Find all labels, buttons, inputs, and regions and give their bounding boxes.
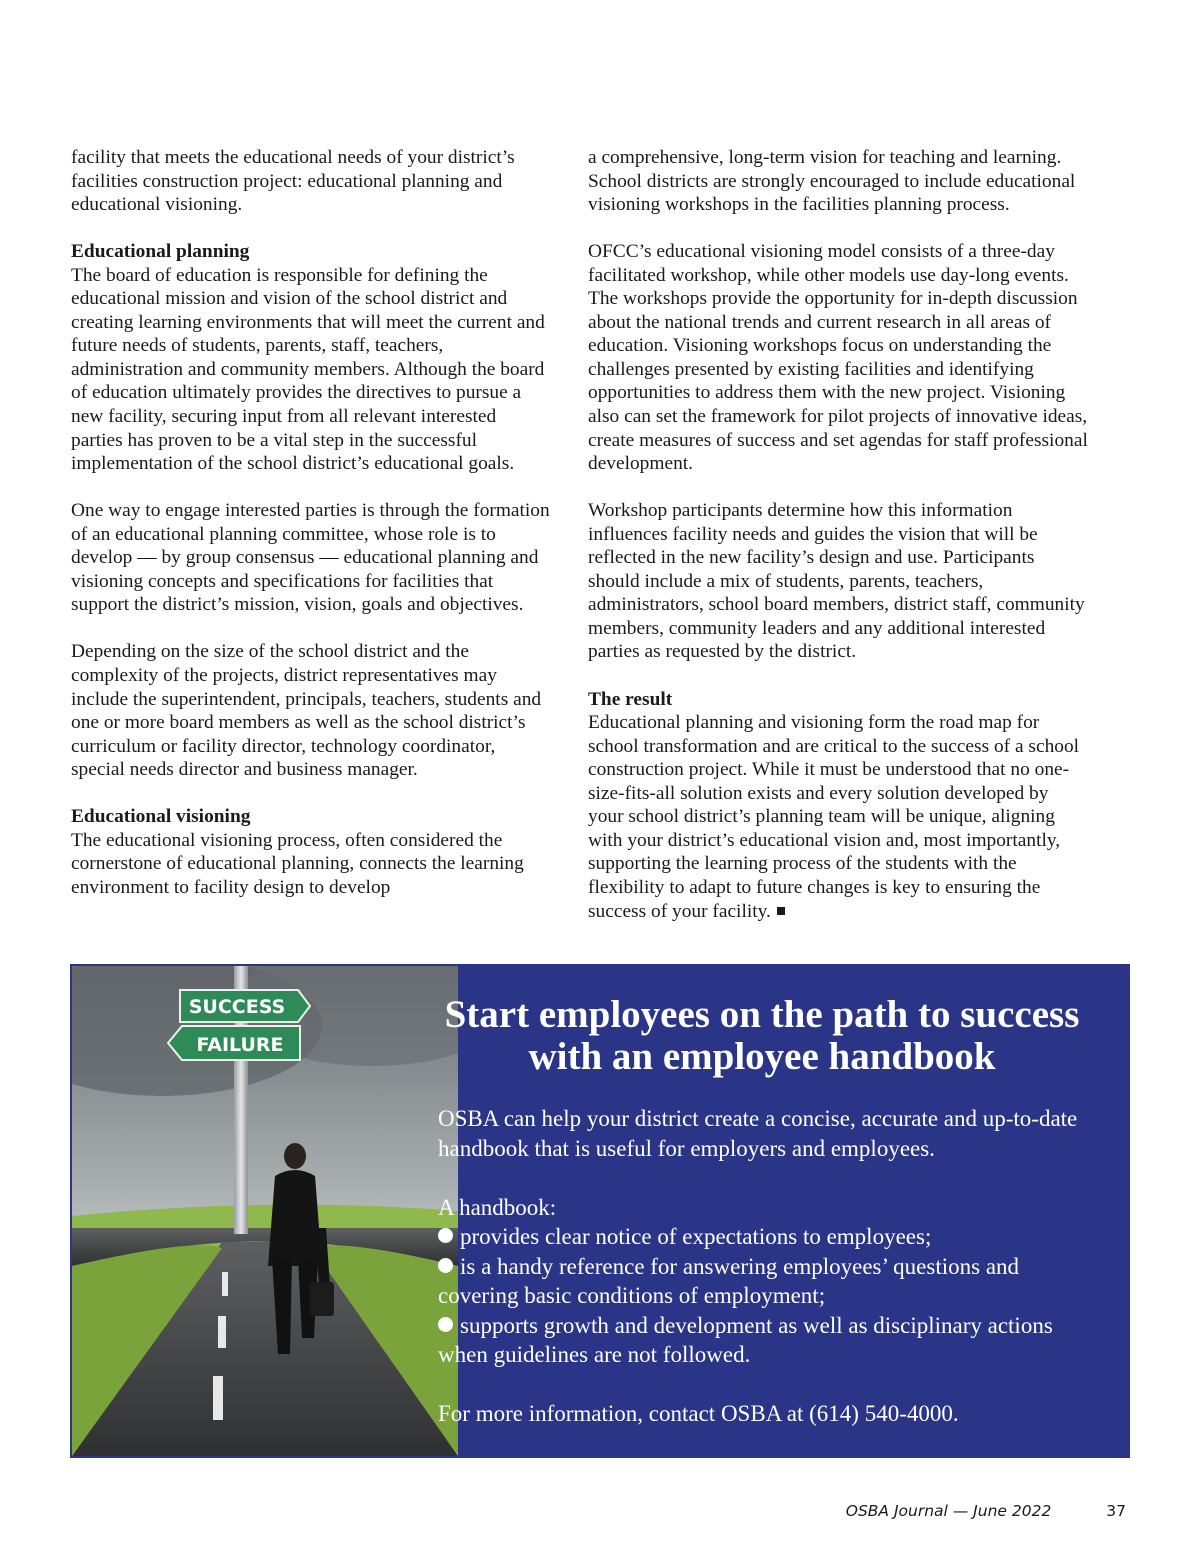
educational-planning-paragraph-1: The board of education is responsible for defining the educational mission and vision of the school district and creating learning environments that will meet the current and future needs of students, parents, staff, teachers, administration and community members. Although the board of education ultimately provides the directives to pursue a new facility, securing input from all relevant interested parties has proven to be a vital step in the successful implementation of the school district’s educational goals. [71, 264, 545, 475]
crossroads-illustration [72, 966, 458, 1456]
article-left-column [71, 146, 551, 900]
educational-planning-paragraph-3: Depending on the size of the school district and the complexity of the projects, district representatives may include the superintendent, principals, teachers, students and one or more board members as well as the school district’s curriculum or facility director, technology coordinator, special needs director and business manager. [71, 641, 542, 781]
success-sign-label: SUCCESS [188, 996, 286, 1018]
ad-body [438, 1104, 1088, 1429]
bullet-icon [438, 1317, 453, 1332]
workshop-participants-paragraph: Workshop participants determine how this information influences facility needs and guides the vision that will be reflected in the new facility’s design and use. Participants should include a mix of students, parents, teachers, administrators, school board members, district staff, community members, community leaders and any additional interested parties as requested by the district. [588, 500, 1085, 663]
ad-intro: OSBA can help your district create a concise, accurate and up-to-date handbook that is useful for employers and employees. [438, 1106, 1078, 1161]
ad-bullet-text: supports growth and development as well as disciplinary actions when guidelines are not followed. [438, 1312, 1053, 1367]
spacer [438, 1370, 1088, 1400]
ad-bullet-text: is a handy reference for answering employees’ questions and covering basic conditions of employment; [438, 1253, 1020, 1308]
intro-paragraph: facility that meets the educational needs of your district’s facilities construction project: educational planning and educational visioning. [71, 147, 515, 216]
success-failure-crossroads-photo [72, 966, 458, 1456]
ad-bullet [438, 1311, 1088, 1370]
road-marking [218, 1316, 226, 1348]
end-of-article-mark [777, 907, 785, 915]
the-result-paragraph [588, 711, 1088, 923]
section-heading-the-result: The result [588, 688, 673, 710]
success-sign [180, 990, 310, 1022]
journal-name: OSBA Journal — June 2022 [845, 1502, 1052, 1520]
visioning-continued-paragraph: a comprehensive, long-term vision for teaching and learning. School districts are strongly encouraged to include educational visioning workshops in the facilities planning process. [588, 147, 1076, 216]
spacer [438, 1163, 1088, 1193]
educational-visioning-paragraph-1: The educational visioning process, often considered the cornerstone of educational planning, connects the learning environment to facility design to develop [71, 829, 524, 898]
page-number: 37 [1106, 1502, 1126, 1520]
the-result-text: Educational planning and visioning form the road map for school transformation and are critical to the success of a school construction project. While it must be understood that no one-size-fits-all solution exists and every solution developed by your school district’s planning team will be unique, aligning with your district’s educational vision and, most importantly, supporting the learning process of the students with the flexibility to adapt to future changes is key to ensuring the success of your facility. [588, 712, 1080, 922]
employee-handbook-ad [70, 964, 1130, 1458]
road-marking [222, 1272, 228, 1296]
ofcc-model-paragraph: OFCC’s educational visioning model consists of a three-day facilitated workshop, while other models use day-long events. The workshops provide the opportunity for in-depth discussion about the national trends and current research in all areas of education. Visioning workshops focus on understanding the challenges presented by existing facilities and identifying opportunities to address them with the new project. Visioning also can set the framework for pilot projects of innovative ideas, create measures of success and set agendas for staff professional development. [588, 241, 1088, 475]
educational-planning-paragraph-2: One way to engage interested parties is through the formation of an educational planning committee, whose role is to develop — by group consensus — educational planning and visioning concepts and specifications for facilities that support the district’s mission, vision, goals and objectives. [71, 500, 550, 616]
failure-sign [168, 1026, 300, 1060]
bullet-icon [438, 1258, 453, 1273]
ad-bullet [438, 1222, 1088, 1252]
page-footer [846, 1502, 1126, 1520]
section-heading-educational-planning: Educational planning [71, 241, 250, 263]
bullet-icon [438, 1228, 453, 1243]
road-marking [213, 1376, 223, 1420]
failure-sign-label: FAILURE [196, 1034, 284, 1056]
ad-bullet-text: provides clear notice of expectations to employees; [460, 1224, 932, 1249]
ad-bullet [438, 1252, 1088, 1311]
article-right-column [588, 146, 1088, 923]
ad-list-heading: A handbook: [438, 1194, 557, 1220]
section-heading-educational-visioning: Educational visioning [71, 806, 251, 828]
ad-contact: For more information, contact OSBA at (614) 540-4000. [438, 1401, 959, 1426]
ad-title: Start employees on the path to success with an employee handbook [444, 993, 1080, 1078]
